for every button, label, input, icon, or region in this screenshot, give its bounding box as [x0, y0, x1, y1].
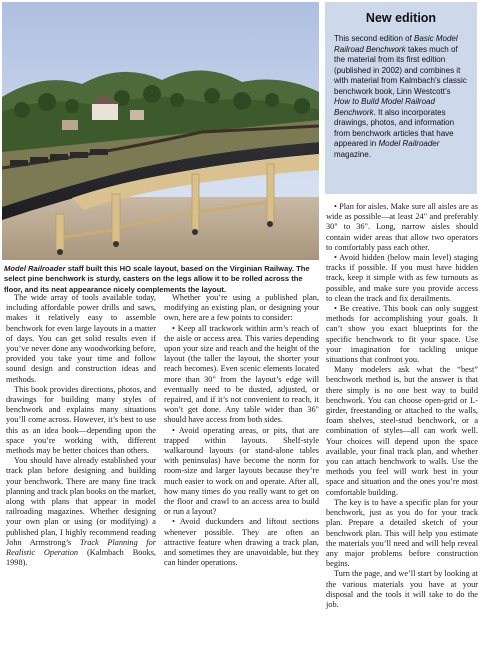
bullet-item: • Avoid operating areas, or pits, that are trapped within layouts. Shelf-style walkaround layouts (or stand-alone tables with peninsulas) have become the norm for room-size and larger layouts because they’re much easier to work on and operate. After all, how many times do you really want to get on the floor and crawl to an access area to build or run a layout? — [164, 425, 319, 517]
sidebar-italic-3: Model Railroader — [378, 139, 440, 148]
paragraph — [6, 456, 156, 568]
sidebar-new-edition — [325, 2, 477, 194]
sidebar-italic-1: Basic Model Railroad Benchwork — [334, 34, 458, 54]
layout-photo — [2, 2, 319, 260]
sidebar-text-2: takes much of the material from its first edition (published in 2002) and combines it with material from Kalmbach’s classic benchwork book, Linn Westcott’s — [334, 44, 467, 96]
caption-text: staff built this HO scale layout, based on the Virginian Railway. The select pine benchwork is sturdy, casters on the legs allow it to be rolled across the floor, and its neat appearance nicely complements the layout. — [4, 264, 310, 294]
bullet-item: • Be creative. This book can only suggest methods for accomplishing your goals. It can’t show you exact blueprints for the specific benchwork to fit your space. Use your imagination for tackling unique situations that confront you. — [326, 304, 478, 365]
bullet-item: • Keep all trackwork within arm’s reach of the aisle or access area. This varies depending upon your size and reach and the height of the layout (the taller the layout, the shorter your reach becomes). Even scenic elements located more than 30" from the layout’s edge will eventually need to be dusted, adjusted, or repaired, and if it’s not convenient to reach, it won’t get done. Any table wider than 36" should have access from both sides. — [164, 323, 319, 425]
column-1 — [6, 293, 156, 568]
column-3 — [326, 202, 478, 610]
caption-lead: Model Railroader — [4, 264, 66, 273]
book-title: Track Planning for Realistic Operation — [6, 537, 156, 558]
paragraph: The key is to have a specific plan for your benchwork, just as you do for your track plan. Prepare a detailed sketch of your benchwork plan. This will help you estimate the materials you’ll need and will help reveal any major problems before construction begins. — [326, 497, 478, 569]
paragraph: Many modelers ask what the “best” benchwork method is, but the answer is that there simply is no one best way to build benchwork. You can choose open-grid or L-girder, freestanding or attached to the walls, foam shelves, steel-stud benchwork, or a combination of styles—all can work well. Your choices will depend upon the space available, your final track plan, and whether you can attach benchwork to walls. Use the methods you feel will work best in your space and situation and the ones you’re most comfortable building. — [326, 365, 478, 497]
paragraph: Turn the page, and we’ll start by looking at the various materials you have at your disposal and the tools it will take to do the job. — [326, 569, 478, 609]
paragraph: The wide array of tools available today, including affordable power drills and saws, makes it relatively easy to assemble benchwork for even large layouts in a matter of days. You can get solid results even if you’ve never done any woodworking before, provided you take your time and follow sound design and construction ideas and methods. — [6, 293, 156, 384]
column-2 — [164, 293, 319, 568]
train-layout-photo-icon — [2, 2, 319, 260]
bullet-item: • Plan for aisles. Make sure all aisles are as wide as possible—at least 24" and preferably 30" to 36". Long, narrow aisles should contain wider areas that allow two operators to comfortably pass each other. — [326, 202, 478, 252]
sidebar-body — [334, 34, 468, 160]
paragraph: Whether you’re using a published plan, modifying an existing plan, or designing your own, here are a few points to consider: — [164, 293, 319, 323]
photo-caption — [4, 264, 320, 295]
sidebar-title: New edition — [365, 11, 437, 25]
bullet-item: • Avoid duckunders and liftout sections whenever possible. They are often an attractive feature when drawing a track plan, and sometimes they are unavoidable, but they can hinder operations. — [164, 517, 319, 568]
sidebar-text-1: This second edition of — [334, 34, 415, 43]
sidebar-text-4: magazine. — [334, 149, 371, 159]
sidebar-italic-2: How to Build Model Railroad Benchwork. — [334, 97, 435, 117]
sidebar-text-3: It also incorporates drawings, photos, and information from benchwork articles that have appeared in — [334, 107, 455, 148]
paragraph-text: You should have already established your track plan before designing and building your benchwork. There are many fine track planning and track plan books on the market, along with plans that appear in model railroading magazines. Whether designing your own plan or using (or modifying) a published plan, I highly recommend reading John Armstrong’s — [6, 456, 156, 547]
paragraph-text: (Kalmbach Books, 1998). — [6, 548, 156, 568]
paragraph: This book provides directions, photos, and drawings for building many styles of benchwork and explains many situations you’ll come across. However, it’s best to use this as an idea book—depending upon the space you’re working with, different methods may be better choices than others. — [6, 384, 156, 456]
bullet-item: • Avoid hidden (below main level) staging tracks if possible. If you must have hidden track, keep it simple with as few turnouts as possible, and make sure you provide access to clean the track and fix derailments. — [326, 253, 478, 303]
